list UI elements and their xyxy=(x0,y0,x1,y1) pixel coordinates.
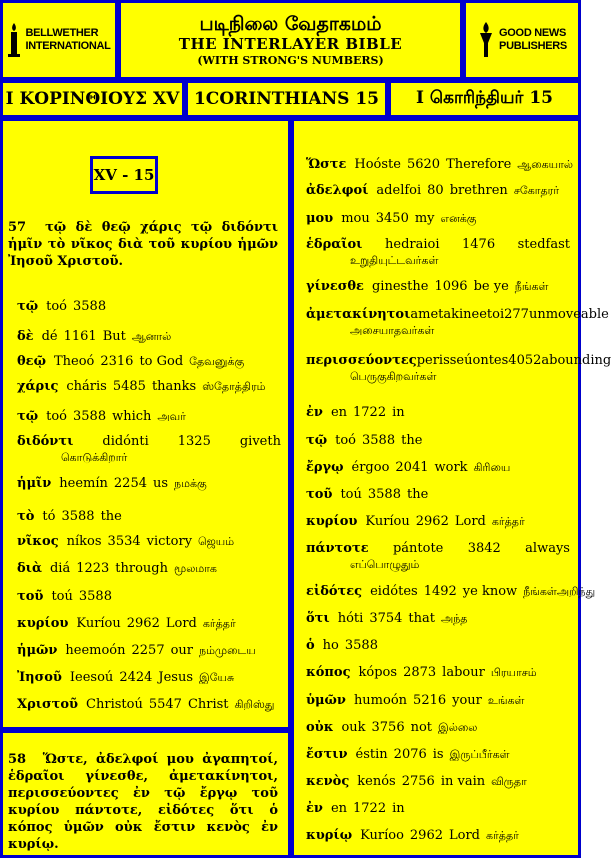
english-gloss: my xyxy=(414,211,435,226)
word-entry xyxy=(17,509,122,525)
transliteration: perisseúontes xyxy=(416,353,509,368)
greek-word: ἔργῳ xyxy=(306,460,344,475)
book-tamil xyxy=(388,80,581,118)
strong-number: 1161 xyxy=(63,329,97,344)
greek-word: τῷ xyxy=(17,409,39,424)
title-block xyxy=(118,0,463,80)
english-gloss: Lord xyxy=(454,514,486,529)
title-tamil: படிநிலை வேதாகமம் xyxy=(199,12,382,35)
tamil-gloss: உங்கள் xyxy=(487,694,525,707)
strong-number: 3450 xyxy=(375,211,409,226)
verse-text: τῷ δὲ θεῷ χάρις τῷ διδόντι ἡμῖν τὸ νῖκος διὰ τοῦ κυρίου ἡμῶν Ἰησοῦ Χριστοῦ. xyxy=(8,220,278,269)
transliteration: heemín xyxy=(59,476,108,491)
english-gloss: unmoveable xyxy=(528,307,609,322)
strong-number: 1476 xyxy=(462,237,496,252)
greek-word: Χριστοῦ xyxy=(17,697,79,712)
strong-number: 1722 xyxy=(353,405,387,420)
transliteration: ginesthe xyxy=(371,279,429,294)
greek-word: κόπος xyxy=(306,665,351,680)
tamil-gloss: நமக்கு xyxy=(174,477,207,490)
word-entry xyxy=(306,157,573,173)
strong-number: 2316 xyxy=(100,354,134,369)
word-entry xyxy=(306,720,477,736)
word-entry xyxy=(306,693,524,709)
tamil-gloss: இயேசு xyxy=(199,671,235,684)
transliteration: en xyxy=(330,801,348,816)
book-tamil-label: I கொரிந்தியர் 15 xyxy=(416,88,553,108)
word-entry xyxy=(17,534,234,550)
strong-number: 2254 xyxy=(113,476,147,491)
word-entry xyxy=(306,487,428,503)
word-entry xyxy=(306,279,548,295)
english-gloss: Jesus xyxy=(158,670,194,685)
greek-word: πάντοτε xyxy=(306,541,369,556)
transliteration: heemoón xyxy=(65,643,126,658)
tamil-gloss: ஆனால் xyxy=(131,330,172,343)
word-entry xyxy=(306,405,405,421)
english-gloss: your xyxy=(452,693,482,708)
strong-number: 3588 xyxy=(61,509,95,524)
transliteration: didónti xyxy=(102,434,149,449)
word-entry xyxy=(17,409,186,425)
tamil-gloss: விருதா xyxy=(491,775,527,788)
english-gloss: ye know xyxy=(462,584,518,599)
transliteration: kenós xyxy=(357,774,396,789)
transliteration: eidótes xyxy=(370,584,418,599)
book-greek-label: Ι ΚΟΡΙΝΘΙΟΥΣ XV xyxy=(5,89,180,109)
english-gloss: that xyxy=(408,611,435,626)
strong-number: 3588 xyxy=(78,589,112,604)
title-main: THE INTERLAYER BIBLE xyxy=(178,34,403,53)
greek-word: ἑδραῖοι xyxy=(306,237,363,252)
english-gloss: in xyxy=(392,405,405,420)
strong-number: 1492 xyxy=(423,584,457,599)
word-entry xyxy=(306,747,510,763)
tamil-gloss: கொடுக்கிறார் xyxy=(61,451,128,464)
word-entry xyxy=(306,433,422,449)
strong-number: 3534 xyxy=(107,534,141,549)
greek-word: Ἰησοῦ xyxy=(17,670,62,685)
tamil-gloss: நீங்கள் xyxy=(514,280,549,293)
word-entry xyxy=(306,183,559,199)
strong-number: 277 xyxy=(504,307,529,322)
verse58-panel xyxy=(0,730,291,858)
greek-word: εἰδότες xyxy=(306,584,363,599)
transliteration: en xyxy=(330,405,348,420)
word-entry xyxy=(306,237,570,269)
english-gloss: Lord xyxy=(165,616,197,631)
english-gloss: the xyxy=(100,509,122,524)
logo-line1: GOOD NEWS xyxy=(499,27,567,39)
english-gloss: through xyxy=(115,561,169,576)
greek-word: διδόντι xyxy=(17,434,74,449)
english-gloss: Therefore xyxy=(446,157,512,172)
strong-number: 80 xyxy=(427,183,444,198)
word-entry xyxy=(17,434,281,466)
strong-number: 2424 xyxy=(119,670,153,685)
strong-number: 2962 xyxy=(409,828,443,843)
word-entry xyxy=(306,514,525,530)
word-entry xyxy=(306,611,467,627)
greek-word: ἔστιν xyxy=(306,747,348,762)
word-entry xyxy=(17,643,256,659)
english-gloss: But xyxy=(102,329,126,344)
transliteration: Kuríoo xyxy=(360,828,404,843)
good-news-logo xyxy=(463,0,581,80)
transliteration: Hoóste xyxy=(354,157,401,172)
english-gloss: in xyxy=(392,801,405,816)
tamil-gloss: அசையாதவர்கள் xyxy=(350,324,435,337)
transliteration: toú xyxy=(340,487,362,502)
transliteration: ametakineetoi xyxy=(410,307,505,322)
word-entry xyxy=(306,541,570,573)
transliteration: Theoó xyxy=(53,354,95,369)
transliteration: toó xyxy=(46,299,68,314)
strong-number: 3588 xyxy=(73,299,107,314)
greek-word: χάρις xyxy=(17,379,59,394)
strong-number: 4052 xyxy=(508,353,542,368)
strong-number: 1722 xyxy=(353,801,387,816)
tamil-gloss: நீங்கள்அறிந்து xyxy=(523,585,596,598)
word-entry xyxy=(306,353,611,385)
transliteration: adelfoi xyxy=(376,183,422,198)
book-greek xyxy=(0,80,185,118)
greek-word: τοῦ xyxy=(17,589,44,604)
english-gloss: giveth xyxy=(239,434,281,449)
transliteration: ho xyxy=(322,638,339,653)
word-entry xyxy=(306,774,527,790)
strong-number: 1096 xyxy=(434,279,468,294)
transliteration: pántote xyxy=(392,541,444,556)
tamil-gloss: கர்த்தர் xyxy=(486,829,519,842)
transliteration: toó xyxy=(335,433,357,448)
transliteration: Ieesoú xyxy=(69,670,114,685)
logo-line2: PUBLISHERS xyxy=(499,40,567,52)
book-english-label: 1CORINTHIANS 15 xyxy=(193,89,380,109)
greek-word: ἡμῶν xyxy=(17,643,58,658)
tamil-gloss: உறுதியுட்டவர்கள் xyxy=(350,254,439,267)
english-gloss: us xyxy=(153,476,169,491)
english-gloss: in vain xyxy=(440,774,486,789)
strong-number: 1223 xyxy=(76,561,110,576)
verse-number: 57 xyxy=(8,220,27,235)
english-gloss: our xyxy=(170,643,194,658)
greek-word: περισσεύοντες xyxy=(306,353,417,368)
tamil-gloss: நம்முடைய xyxy=(199,644,256,657)
english-gloss: brethren xyxy=(449,183,508,198)
strong-number: 3842 xyxy=(467,541,501,556)
tamil-gloss: அவர் xyxy=(157,410,186,423)
english-gloss: Lord xyxy=(449,828,480,843)
tamil-gloss: கர்த்தர் xyxy=(491,515,525,528)
tamil-gloss: பிரயாசம் xyxy=(490,666,537,679)
word-entry xyxy=(306,665,537,681)
greek-word: κυρίῳ xyxy=(306,828,353,843)
word-entry xyxy=(306,828,519,844)
transliteration: dé xyxy=(41,329,58,344)
word-entry xyxy=(17,697,274,713)
tamil-gloss: கர்த்தர் xyxy=(202,617,236,630)
strong-number: 3588 xyxy=(73,409,107,424)
word-entry xyxy=(306,307,609,339)
english-gloss: not xyxy=(410,720,433,735)
transliteration: ouk xyxy=(341,720,366,735)
word-entry xyxy=(17,299,106,315)
verse-58 xyxy=(8,751,278,853)
english-gloss: labour xyxy=(442,665,485,680)
strong-number: 3754 xyxy=(369,611,403,626)
word-entry xyxy=(17,476,207,492)
word-entry xyxy=(306,584,595,600)
greek-word: δὲ xyxy=(17,329,34,344)
verse-57 xyxy=(8,219,278,270)
strong-number: 2076 xyxy=(393,747,427,762)
tamil-gloss: இல்லை xyxy=(438,721,478,734)
greek-word: κενὸς xyxy=(306,774,350,789)
greek-word: ἐν xyxy=(306,801,323,816)
strong-number: 5620 xyxy=(406,157,441,172)
greek-word: τὸ xyxy=(17,509,35,524)
strong-number: 3756 xyxy=(371,720,405,735)
greek-word: κυρίου xyxy=(306,514,358,529)
strong-number: 3588 xyxy=(362,433,396,448)
tamil-gloss: எனக்கு xyxy=(440,212,477,225)
greek-word: κυρίου xyxy=(17,616,69,631)
greek-word: τῷ xyxy=(17,299,39,314)
transliteration: éstin xyxy=(355,747,388,762)
transliteration: toó xyxy=(46,409,68,424)
english-gloss: the xyxy=(406,487,429,502)
transliteration: humoón xyxy=(353,693,408,708)
greek-word: Ὥστε xyxy=(306,157,347,172)
greek-word: ἐν xyxy=(306,405,323,420)
strong-number: 5485 xyxy=(112,379,146,394)
greek-word: γίνεσθε xyxy=(306,279,364,294)
greek-word: οὐκ xyxy=(306,720,334,735)
logo-line2: INTERNATIONAL xyxy=(25,40,111,52)
book-english xyxy=(185,80,388,118)
strong-number: 2756 xyxy=(401,774,435,789)
verse-number: 58 xyxy=(8,752,27,767)
word-entry xyxy=(306,460,510,476)
tamil-gloss: மூலமாக xyxy=(174,562,217,575)
tamil-gloss: ஆகையால் xyxy=(517,158,573,171)
tamil-gloss: கிறிஸ்து xyxy=(234,698,275,711)
tamil-gloss: தேவனுக்கு xyxy=(189,355,245,368)
transliteration: Christoú xyxy=(86,697,143,712)
transliteration: kópos xyxy=(358,665,398,680)
word-entry xyxy=(17,589,112,605)
greek-word: ἀδελφοί xyxy=(306,183,369,198)
transliteration: níkos xyxy=(66,534,102,549)
english-gloss: Christ xyxy=(187,697,229,712)
strong-number: 2962 xyxy=(126,616,160,631)
tamil-gloss: பெருகுகிறவர்கள் xyxy=(350,370,437,383)
greek-word: νῖκος xyxy=(17,534,59,549)
tamil-gloss: ஜெயம் xyxy=(198,535,235,548)
english-gloss: the xyxy=(401,433,423,448)
tamil-gloss: அந்த xyxy=(440,612,468,625)
strong-number: 2257 xyxy=(131,643,165,658)
transliteration: cháris xyxy=(66,379,107,394)
strong-number: 2962 xyxy=(415,514,449,529)
greek-word: ὑμῶν xyxy=(306,693,346,708)
greek-word: τῷ xyxy=(306,433,328,448)
greek-word: ὁ xyxy=(306,638,315,653)
english-gloss: stedfast xyxy=(517,237,570,252)
title-sub: (WITH STRONG'S NUMBERS) xyxy=(197,53,384,67)
transliteration: hedraioi xyxy=(385,237,440,252)
word-entry xyxy=(17,329,171,345)
greek-word: θεῷ xyxy=(17,354,46,369)
word-entry xyxy=(306,638,378,654)
strong-number: 2873 xyxy=(403,665,437,680)
english-gloss: always xyxy=(525,541,570,556)
verse-text: Ὥστε, ἀδελφοί μου ἀγαπητοί, ἑδραῖοι γίνεσθε, ἀμετακίνητοι, περισσεύοντες ἐν τῷ ἔργῳ τοῦ κυρίου πάντοτε, εἰδότες ὅτι ὁ κόπος ὑμῶν οὐκ ἔστιν κενὸς ἐν κυρίῳ. xyxy=(8,752,278,852)
word-entry xyxy=(17,670,234,686)
english-gloss: abounding xyxy=(541,353,611,368)
greek-word: ὅτι xyxy=(306,611,330,626)
word-entry xyxy=(17,354,244,370)
greek-word: ἡμῖν xyxy=(17,476,52,491)
word-entry xyxy=(306,801,405,817)
bellwether-logo xyxy=(0,0,118,80)
chapter-label: XV - 15 xyxy=(90,156,158,194)
transliteration: tó xyxy=(42,509,56,524)
english-gloss: thanks xyxy=(151,379,197,394)
english-gloss: victory xyxy=(146,534,193,549)
candle-icon xyxy=(7,22,21,58)
transliteration: toú xyxy=(51,589,73,604)
greek-word: ἀμετακίνητοι xyxy=(306,307,411,322)
transliteration: diá xyxy=(49,561,71,576)
tamil-gloss: சகோதரர் xyxy=(513,184,560,197)
greek-word: μου xyxy=(306,211,334,226)
strong-number: 3588 xyxy=(367,487,401,502)
transliteration: érgoo xyxy=(351,460,390,475)
word-entry xyxy=(17,561,217,577)
english-gloss: be ye xyxy=(473,279,509,294)
greek-word: τοῦ xyxy=(306,487,333,502)
strong-number: 2041 xyxy=(395,460,429,475)
transliteration: Kuríou xyxy=(76,616,121,631)
word-entry xyxy=(17,379,265,395)
strong-number: 5547 xyxy=(148,697,182,712)
tamil-gloss: ஸ்தோத்திரம் xyxy=(202,380,266,393)
transliteration: hóti xyxy=(337,611,364,626)
english-gloss: work xyxy=(434,460,468,475)
strong-number: 5216 xyxy=(413,693,447,708)
greek-word: διὰ xyxy=(17,561,42,576)
english-gloss: is xyxy=(432,747,444,762)
word-entry xyxy=(306,211,477,227)
word-entry xyxy=(17,616,236,632)
tamil-gloss: எப்பொழுதும் xyxy=(350,558,420,571)
logo-line1: BELLWETHER xyxy=(25,27,99,39)
left-panel xyxy=(0,118,291,730)
english-gloss: which xyxy=(112,409,152,424)
english-gloss: to God xyxy=(139,354,184,369)
strong-number: 1325 xyxy=(177,434,211,449)
tamil-gloss: இருப்பீர்கள் xyxy=(449,748,510,761)
torch-icon xyxy=(477,21,495,59)
tamil-gloss: கிரியை xyxy=(473,461,511,474)
right-panel xyxy=(291,118,611,858)
strong-number: 3588 xyxy=(344,638,378,653)
transliteration: mou xyxy=(341,211,370,226)
transliteration: Kuríou xyxy=(365,514,410,529)
